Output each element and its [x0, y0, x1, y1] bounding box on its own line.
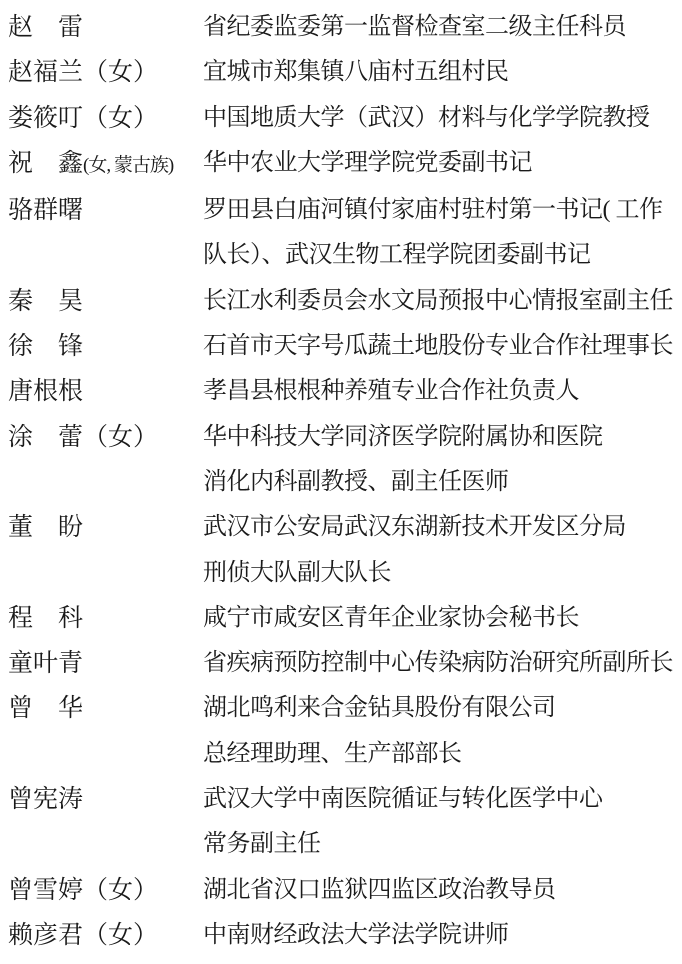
entry-description-line: 宜城市郑集镇八庙村五组村民	[203, 59, 509, 86]
entry-description	[203, 913, 682, 958]
entry-description-line: 省纪委监委第一监督检查室二级主任科员	[203, 14, 626, 40]
entry-name	[0, 913, 203, 958]
roster-entry	[0, 50, 682, 95]
entry-name-note: (女, 蒙古族)	[83, 154, 174, 176]
roster-entry	[0, 913, 682, 958]
entry-description	[203, 686, 682, 777]
entry-name	[0, 96, 203, 141]
entry-name	[0, 324, 203, 369]
entry-name	[0, 868, 203, 913]
entry-name-text: 秦 昊	[8, 287, 84, 315]
entry-description-line: 长江水利委员会水文局预报中心情报室副主任	[203, 287, 673, 314]
roster-entry	[0, 279, 682, 324]
entry-description	[203, 415, 682, 506]
entry-description	[203, 188, 682, 279]
entry-name-text: 赖彦君（女）	[8, 921, 159, 949]
entry-description	[203, 324, 682, 369]
roster-entry	[0, 415, 682, 506]
entry-name-text: 程 科	[8, 604, 84, 632]
entry-description	[203, 50, 682, 95]
roster-entry	[0, 141, 682, 188]
roster-entry	[0, 188, 682, 279]
entry-name	[0, 415, 203, 460]
entry-description	[203, 641, 682, 686]
roster-entry	[0, 324, 682, 369]
entry-name-text: 祝 鑫	[8, 149, 84, 177]
entry-description-line: 总经理助理、生产部部长	[203, 740, 462, 767]
entry-description-line: 孝昌县根根种养殖专业合作社负责人	[203, 378, 579, 405]
entry-name	[0, 188, 203, 233]
entry-description-line: 队长）、武汉生物工程学院团委副书记	[203, 242, 591, 269]
entry-description-line: 省疾病预防控制中心传染病防治研究所副所长	[203, 650, 673, 677]
entry-description	[203, 5, 682, 50]
entry-description-line: 湖北省汉口监狱四监区政治教导员	[203, 876, 556, 903]
entry-name	[0, 141, 203, 188]
entry-name	[0, 641, 203, 686]
entry-description-line: 罗田县白庙河镇付家庙村驻村第一书记( 工作	[203, 197, 663, 224]
entry-name-text: 曾雪婷（女）	[8, 876, 159, 904]
entry-name-text: 徐 锋	[8, 333, 84, 361]
entry-description	[203, 279, 682, 324]
entry-description-line: 咸宁市咸安区青年企业家协会秘书长	[203, 604, 579, 631]
entry-name-text: 唐根根	[8, 378, 84, 406]
entry-description	[203, 505, 682, 596]
roster-entry	[0, 5, 682, 50]
entry-name	[0, 279, 203, 324]
entry-description-line: 中国地质大学（武汉）材料与化学学院教授	[203, 104, 650, 131]
entry-name-text: 董 盼	[8, 514, 84, 542]
entry-description	[203, 777, 682, 868]
entry-name-text: 曾宪涛	[8, 786, 84, 814]
entry-description-line: 中南财经政法大学法学院讲师	[203, 921, 509, 948]
roster-entry	[0, 505, 682, 596]
entry-description-line: 刑侦大队副大队长	[203, 559, 391, 586]
roster-entry	[0, 596, 682, 641]
entry-description	[203, 369, 682, 414]
roster-list	[0, 5, 682, 958]
entry-name-text: 赵福兰（女）	[8, 59, 159, 87]
roster-entry	[0, 641, 682, 686]
entry-name	[0, 369, 203, 414]
entry-name-text: 童叶青	[8, 650, 84, 678]
entry-name	[0, 777, 203, 822]
entry-description	[203, 141, 682, 186]
entry-description	[203, 596, 682, 641]
roster-entry	[0, 369, 682, 414]
entry-description-line: 武汉市公安局武汉东湖新技术开发区分局	[203, 514, 626, 541]
roster-entry	[0, 686, 682, 777]
roster-entry	[0, 777, 682, 868]
entry-name	[0, 5, 203, 50]
entry-description-line: 常务副主任	[203, 831, 321, 858]
entry-description	[203, 868, 682, 913]
entry-name-text: 娄筱叮（女）	[8, 104, 159, 132]
entry-description-line: 华中农业大学理学院党委副书记	[203, 149, 532, 176]
entry-name-text: 赵 雷	[8, 14, 84, 41]
entry-description-line: 湖北鸣利来合金钻具股份有限公司	[203, 695, 556, 722]
entry-description	[203, 96, 682, 141]
entry-name-text: 涂 蕾（女）	[8, 423, 159, 451]
entry-description-line: 石首市天字号瓜蔬土地股份专业合作社理事长	[203, 333, 673, 360]
entry-name	[0, 50, 203, 95]
entry-description-line: 消化内科副教授、副主任医师	[203, 468, 509, 495]
roster-entry	[0, 868, 682, 913]
entry-description-line: 华中科技大学同济医学院附属协和医院	[203, 423, 603, 450]
entry-name-text: 骆群曙	[8, 197, 84, 225]
entry-name	[0, 596, 203, 641]
roster-entry	[0, 96, 682, 141]
entry-name-text: 曾 华	[8, 695, 84, 723]
entry-name	[0, 505, 203, 550]
entry-name	[0, 686, 203, 731]
entry-description-line: 武汉大学中南医院循证与转化医学中心	[203, 786, 603, 813]
